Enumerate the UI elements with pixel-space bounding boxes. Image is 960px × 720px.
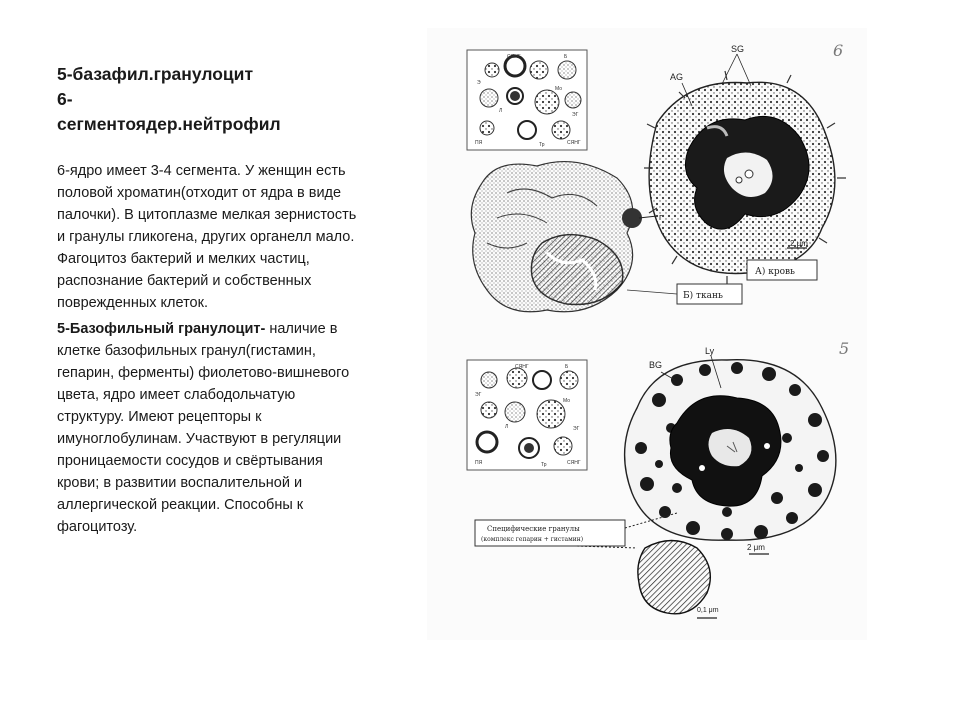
basophil-heading: 5-Базофильный гранулоцит-	[57, 321, 266, 337]
neutrophil-description: 6-ядро имеет 3-4 сегмента. У женщин есть половой хроматин(отходит от ядра в виде палочки). В цитоплазме мелкая зернистость и гранулы гликогена, других органелл мало. Фагоцитоз бактерий и мелких частиц, распознание бактерий и собственных поврежденных клеток.	[57, 163, 357, 311]
label-bg: BG	[649, 360, 663, 370]
title-line-3: сегментоядер.нейтрофил	[57, 114, 281, 134]
bottom-inset-label-3: Б	[565, 364, 569, 370]
micrograph-figures	[427, 28, 867, 640]
basophil-description	[57, 318, 362, 538]
label-blood: А) кровь	[755, 267, 795, 277]
granule-label-line-2: (комплекс гепарин + гистамин)	[481, 536, 584, 543]
label-ag: AG	[670, 72, 684, 82]
bottom-inset-label-7: Тр	[541, 462, 547, 468]
top-inset-label-7: Тр	[539, 142, 545, 148]
bottom-inset-label-1: СЯНГ	[515, 364, 529, 370]
top-inset-label-3: Б	[564, 54, 568, 60]
top-scale-label: 2 μm	[790, 239, 808, 248]
tissue-neutrophil-drawing	[471, 162, 663, 312]
bottom-inset-label-5: Мо	[563, 398, 571, 404]
slide-title	[57, 62, 367, 137]
basophil-figure	[467, 339, 849, 618]
bottom-inset-label-8: ЭГ	[573, 426, 580, 432]
label-tissue: Б) ткань	[683, 291, 723, 301]
bottom-scale-label: 2 μm	[747, 543, 765, 552]
top-inset-label-5: Мо	[555, 86, 563, 92]
top-inset-label-4: Л	[499, 108, 503, 114]
granule-label-line-1: Специфические гранулы	[487, 525, 580, 533]
title-line-1: 5-базафил.гранулоцит	[57, 64, 254, 84]
top-inset-label-9: СЯНГ	[567, 140, 581, 146]
top-inset-label-2: Э	[477, 80, 481, 86]
bottom-page-number: 5	[839, 339, 850, 358]
top-page-number: 6	[833, 41, 844, 60]
top-inset-label-6: ПЯ	[475, 140, 483, 146]
label-sg: SG	[731, 44, 745, 54]
blood-neutrophil-drawing	[644, 44, 846, 285]
slide-body	[57, 160, 362, 542]
neutrophil-figure	[467, 41, 846, 312]
bottom-inset-label-4: Л	[505, 424, 509, 430]
title-line-2: 6-	[57, 89, 73, 109]
basophil-text: наличие в клетке базофильных гранул(гистамин, гепарин, ферменты) фиолетово-вишневого цвета, ядро имеет слабодольчатую структуру. Имеют рецепторы к имуноглобулинам. Участвуют в регуляции проницаемости сосудов и свёртывания крови; в развитии воспалительной и аллергической реакции. Способны к фагоцитозу.	[57, 321, 350, 535]
bottom-inset-panel	[467, 360, 587, 470]
bottom-inset-label-6: ПЯ	[475, 460, 483, 466]
small-scale-label: 0,1 μm	[697, 607, 719, 614]
bottom-inset-label-9: СЯНГ	[567, 460, 581, 466]
magnified-granule-drawing	[638, 541, 719, 619]
top-inset-label-8: ЭГ	[572, 112, 579, 118]
label-ly: Ly	[705, 346, 715, 356]
top-inset-panel	[467, 50, 587, 150]
top-inset-label-1: СЯНГ	[507, 54, 521, 60]
bottom-inset-label-2: ЭГ	[475, 392, 482, 398]
basophil-cell-drawing	[625, 346, 836, 554]
